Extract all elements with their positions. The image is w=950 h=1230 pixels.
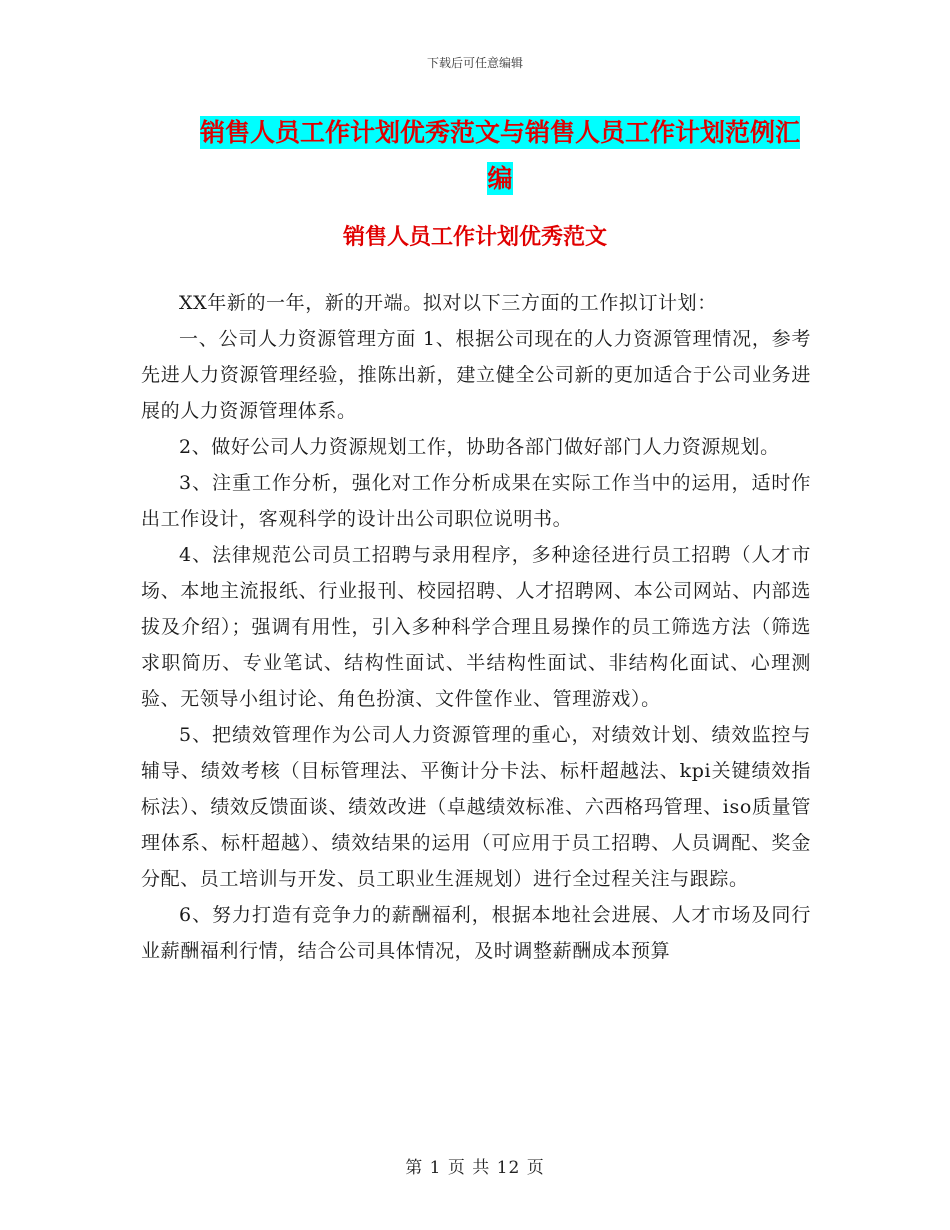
paragraph-intro: XX年新的一年，新的开端。拟对以下三方面的工作拟订计划： xyxy=(179,292,717,314)
paragraph-4: 4、法律规范公司员工招聘与录用程序，多种途径进行员工招聘（人才市场、本地主流报纸、行业报刊、校园招聘、人才招聘网、本公司网站、内部选拔及介绍）；强调有用性，引入多种科学合理且易操作的员工筛选方法（筛选求职简历、专业笔试、结构性面试、半结构性面试、非结构化面试、心理测验、无领导小组讨论、角色扮演、文件筐作业、管理游戏）。 xyxy=(141,544,811,710)
paragraph-3: 3、注重工作分析，强化对工作分析成果在实际工作当中的运用，适时作出工作设计，客观科学的设计出公司职位说明书。 xyxy=(141,472,811,530)
paragraph-2: 2、做好公司人力资源规划工作，协助各部门做好部门人力资源规划。 xyxy=(179,436,780,458)
section-title: 销售人员工作计划优秀范文 xyxy=(342,225,607,250)
document-title xyxy=(190,110,810,202)
paragraph-1: 一、公司人力资源管理方面 1、根据公司现在的人力资源管理情况，参考先进人力资源管理经验，推陈出新，建立健全公司新的更加适合于公司业务进展的人力资源管理体系。 xyxy=(141,328,811,422)
page-number-footer: 第 1 页 共 12 页 xyxy=(405,1158,545,1178)
document-body xyxy=(141,285,811,969)
paragraph-5: 5、把绩效管理作为公司人力资源管理的重心，对绩效计划、绩效监控与辅导、绩效考核（目标管理法、平衡计分卡法、标杆超越法、kpi关键绩效指标法）、绩效反馈面谈、绩效改进（卓越绩效标准、六西格玛管理、iso质量管理体系、标杆超越）、绩效结果的运用（可应用于员工招聘、人员调配、奖金分配、员工培训与开发、员工职业生涯规划）进行全过程关注与跟踪。 xyxy=(141,724,811,890)
document-title-text: 销售人员工作计划优秀范文与销售人员工作计划范例汇编 xyxy=(199,118,800,193)
page-header-note: 下载后可任意编辑 xyxy=(426,56,523,70)
paragraph-6: 6、努力打造有竞争力的薪酬福利，根据本地社会进展、人才市场及同行业薪酬福利行情，结合公司具体情况，及时调整薪酬成本预算 xyxy=(141,904,811,962)
